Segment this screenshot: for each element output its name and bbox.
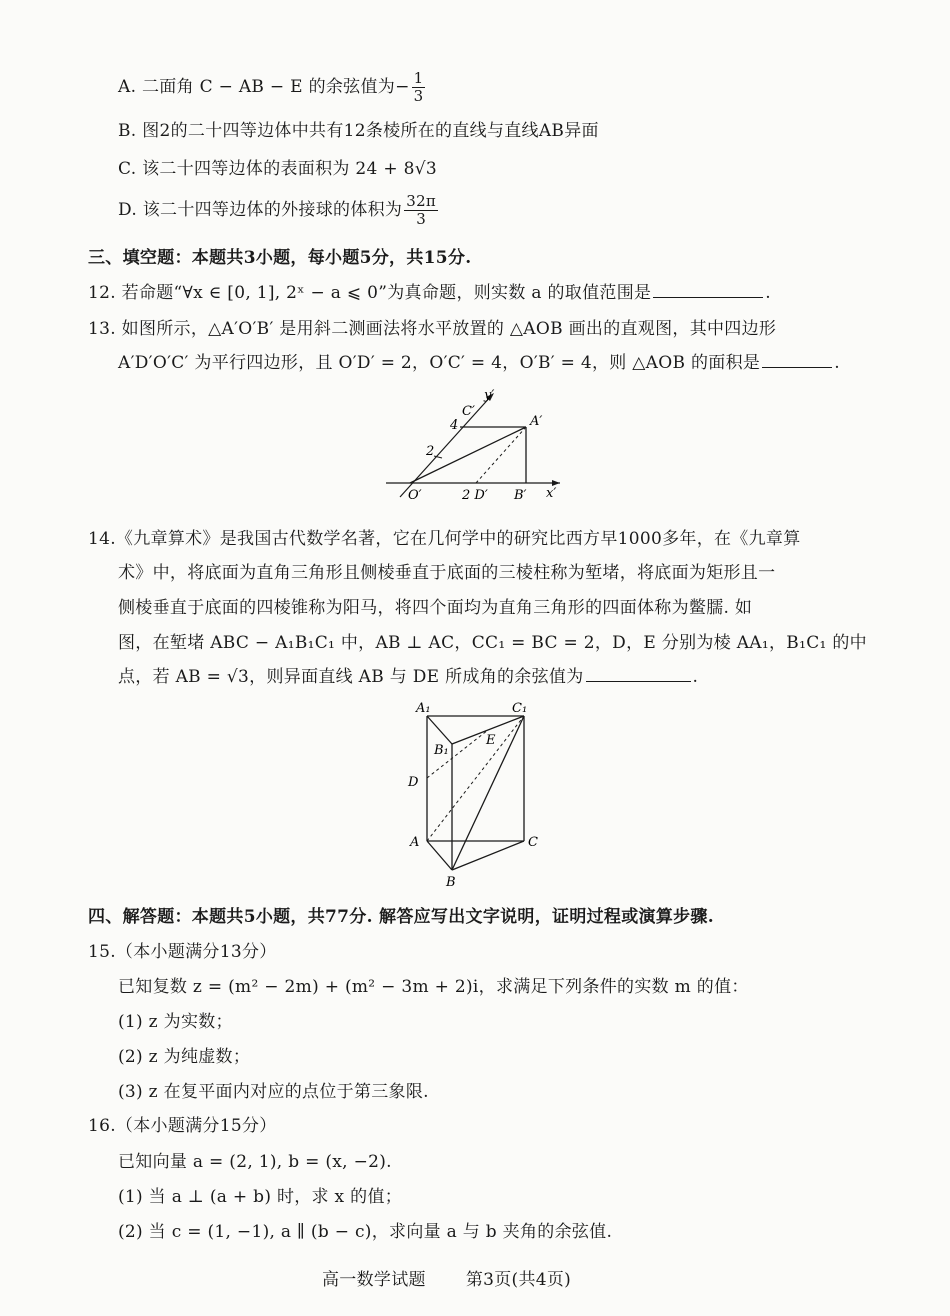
label-e: E — [486, 733, 496, 748]
option-d — [118, 193, 438, 228]
q13-answer-blank — [762, 366, 832, 368]
question-16-part1: (1) 当 a ⊥ (a + b) 时，求 x 的值； — [118, 1187, 403, 1207]
question-15-title: 15.（本小题满分13分） — [88, 942, 277, 962]
option-a-numerator: 1 — [413, 69, 424, 87]
question-16-stem: 已知向量 a = (2, 1), b = (x, −2). — [118, 1152, 392, 1172]
question-16-title: 16.（本小题满分15分） — [88, 1116, 277, 1136]
q12-end: . — [765, 283, 772, 303]
edge-a-b — [427, 841, 452, 870]
question-15-part3: (3) z 在复平面内对应的点位于第三象限. — [118, 1082, 429, 1102]
q14-answer-blank — [586, 680, 691, 682]
figure-prism — [400, 698, 550, 892]
question-13-line2 — [118, 351, 840, 375]
question-13-line1: 13. 如图所示，△A′O′B′ 是用斜二测画法将水平放置的 △AOB 画出的直观图，其中四边形 — [88, 319, 777, 339]
question-15-stem: 已知复数 z = (m² − 2m) + (m² − 3m + 2)i，求满足下列条件的实数 m 的值： — [118, 977, 749, 997]
label-c: C — [528, 835, 538, 850]
label-c: C′ — [462, 404, 475, 419]
label-a: A′ — [530, 414, 543, 429]
label-o: O′ — [408, 488, 422, 503]
option-a-fraction — [412, 70, 426, 105]
label-b1: B₁ — [434, 743, 449, 758]
edge-a1-b1 — [427, 716, 452, 744]
q14-line5-text: 点，若 AB = √3，则异面直线 AB 与 DE 所成角的余弦值为 — [118, 667, 584, 687]
option-c: C. 该二十四等边体的表面积为 24 + 8√3 — [118, 159, 437, 179]
question-14-line2: 术》中，将底面为直角三角形且侧棱垂直于底面的三棱柱称为堑堵，将底面为矩形且一 — [118, 563, 776, 583]
figure-oblique-drawing — [380, 385, 570, 505]
option-a — [118, 70, 425, 105]
section4-heading: 四、解答题：本题共5小题，共77分. 解答应写出文字说明，证明过程或演算步骤. — [88, 907, 714, 927]
label-4: 4 — [450, 418, 459, 433]
label-b: B — [446, 875, 456, 890]
q12-text: 12. 若命题“∀x ∈ [0, 1], 2ˣ − a ⩽ 0”为真命题，则实数 a 的取值范围是 — [88, 283, 652, 303]
label-x: x′ — [546, 486, 557, 501]
option-b: B. 图2的二十四等边体中共有12条棱所在的直线与直线AB异面 — [118, 121, 599, 141]
q13-end: . — [834, 353, 840, 373]
q13-line2-text: A′D′O′C′ 为平行四边形，且 O′D′ = 2，O′C′ = 4，O′B′ = 4，则 △AOB 的面积是 — [118, 353, 761, 373]
label-d: 2 D′ — [462, 488, 488, 503]
question-14-line3: 侧棱垂直于底面的四棱锥称为阳马，将四个面均为直角三角形的四面体称为鳖臑. 如 — [118, 598, 753, 618]
label-2: 2 — [426, 444, 435, 459]
label-d: D — [408, 775, 419, 790]
label-a: A — [410, 835, 420, 850]
option-d-fraction — [404, 193, 438, 228]
q12-answer-blank — [653, 296, 763, 298]
label-b: B′ — [514, 488, 527, 503]
option-d-text: D. 该二十四等边体的外接球的体积为 — [118, 200, 403, 220]
option-d-numerator: 32π — [406, 192, 437, 210]
footer-page: 第3页(共4页) — [465, 1270, 572, 1290]
option-a-text: A. 二面角 C − AB − E 的余弦值为− — [118, 77, 410, 97]
question-16-part2: (2) 当 c = (1, −1), a ∥ (b − c)，求向量 a 与 b 夹角的余弦值. — [118, 1222, 613, 1242]
label-c1: C₁ — [512, 701, 528, 716]
label-y: y′ — [484, 388, 495, 403]
question-15-part1: (1) z 为实数； — [118, 1012, 233, 1032]
question-14-line4: 图，在堑堵 ABC − A₁B₁C₁ 中，AB ⊥ AC，CC₁ = BC = 2，D，E 分别为棱 AA₁，B₁C₁ 的中 — [118, 633, 867, 653]
question-15-part2: (2) z 为纯虚数； — [118, 1047, 251, 1067]
edge-b-c — [452, 841, 524, 870]
option-a-denominator: 3 — [413, 87, 424, 105]
section3-heading: 三、填空题：本题共3小题，每小题5分，共15分. — [88, 248, 472, 268]
segment-d-a-dashed — [476, 427, 526, 483]
question-12 — [88, 281, 771, 305]
question-14-line1: 14.《九章算术》是我国古代数学名著，它在几何学中的研究比西方早1000多年，在《九章算 — [88, 529, 801, 549]
label-a1: A₁ — [416, 701, 431, 716]
footer — [322, 1268, 571, 1292]
footer-subject: 高一数学试题 — [322, 1270, 426, 1290]
q14-end: . — [692, 667, 699, 687]
question-14-line5 — [118, 665, 698, 689]
option-d-denominator: 3 — [416, 210, 427, 228]
